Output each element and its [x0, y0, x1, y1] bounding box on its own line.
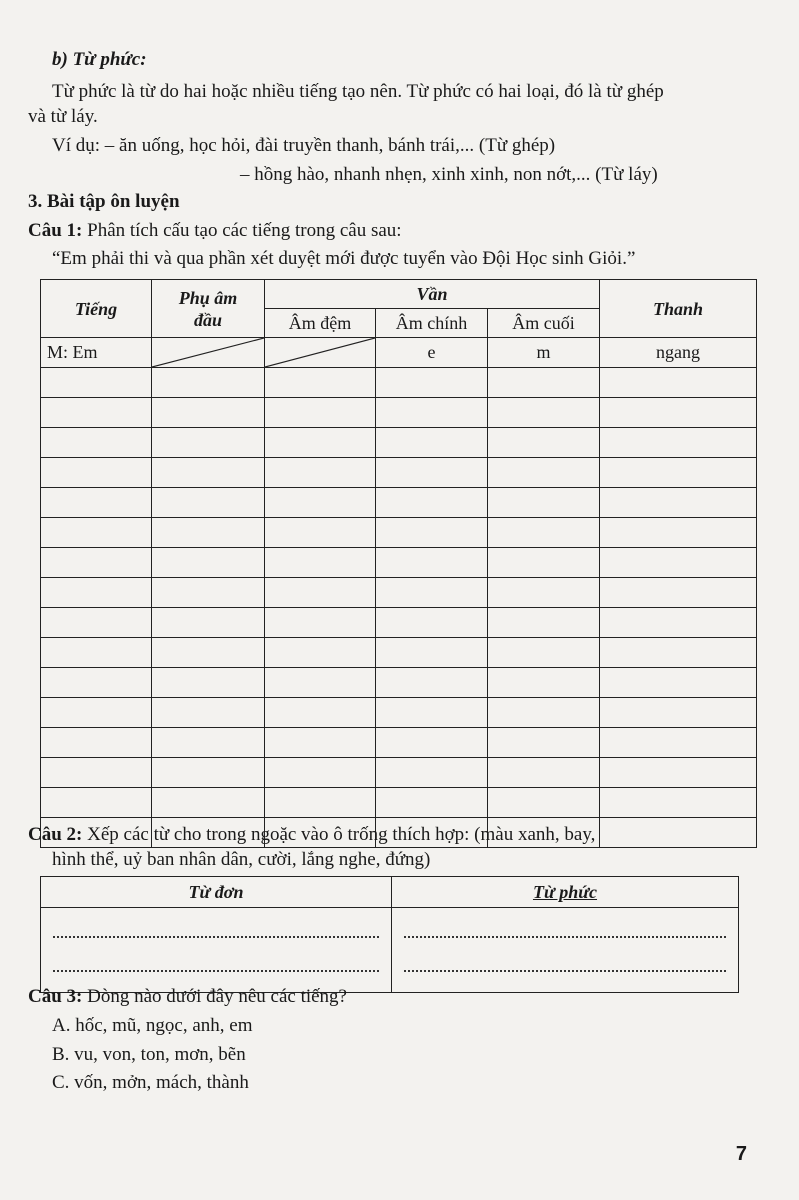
- example-row: [41, 338, 757, 368]
- example-thanh: ngang: [600, 338, 757, 368]
- table-row: [41, 788, 757, 818]
- question-2-text-line2: hình thể, uỷ ban nhân dân, cười, lắng nghe, đứng): [52, 849, 431, 870]
- example-tieng: M: Em: [41, 338, 152, 368]
- table-row: [41, 668, 757, 698]
- section-b-example-line1: Ví dụ: – ăn uống, học hỏi, đài truyền thanh, bánh trái,... (Từ ghép): [52, 135, 556, 156]
- question-1-quote: “Em phải thi và qua phần xét duyệt mới được tuyển vào Đội Học sinh Giỏi.”: [52, 248, 636, 269]
- syllable-analysis-table: [40, 279, 757, 848]
- header-tu-don: Từ đơn: [41, 877, 392, 908]
- example-phu-am-dau-empty: [152, 338, 265, 368]
- header-thanh: Thanh: [600, 280, 757, 338]
- table-row: [41, 548, 757, 578]
- question-3-option-b: B. vu, von, ton, mơn, bẽn: [52, 1044, 246, 1065]
- question-3-text: Dòng nào dưới đây nêu các tiếng?: [82, 986, 347, 1007]
- section-b-example-line2: – hồng hào, nhanh nhẹn, xinh xinh, non nớt,... (Từ láy): [240, 164, 658, 185]
- question-1-text: Phân tích cấu tạo các tiếng trong câu sau:: [82, 220, 402, 241]
- table-row: [41, 398, 757, 428]
- question-3-option-a: A. hốc, mũ, ngọc, anh, em: [52, 1015, 253, 1036]
- table-row: [41, 758, 757, 788]
- table-row: [41, 428, 757, 458]
- question-1: [28, 219, 402, 243]
- section3-heading: 3. Bài tập ôn luyện: [28, 191, 180, 212]
- table-row: [41, 608, 757, 638]
- section-b-heading: b) Từ phức:: [52, 49, 147, 70]
- question-1-label: Câu 1:: [28, 220, 83, 241]
- question-3-option-c: C. vốn, mởn, mách, thành: [52, 1072, 249, 1093]
- question-3: [28, 985, 347, 1009]
- table-row: [41, 488, 757, 518]
- question-2-line1: [28, 823, 595, 847]
- header-tieng: Tiếng: [41, 280, 152, 338]
- example-am-chinh: e: [376, 338, 488, 368]
- section-b-paragraph-line2: và từ láy.: [28, 106, 98, 127]
- header-am-chinh: Âm chính: [376, 309, 488, 338]
- header-phu-am-dau: Phụ âm đầu: [152, 280, 265, 338]
- tu-phuc-answer-area[interactable]: [392, 908, 739, 993]
- word-sort-table: [40, 876, 739, 993]
- tu-don-answer-area[interactable]: [41, 908, 392, 993]
- table-row: [41, 698, 757, 728]
- table-row: [41, 728, 757, 758]
- example-am-dem-empty: [265, 338, 376, 368]
- question-2-label: Câu 2:: [28, 824, 83, 845]
- header-am-cuoi: Âm cuối: [488, 309, 600, 338]
- section-b-paragraph-line1: Từ phức là từ do hai hoặc nhiều tiếng tạo nên. Từ phức có hai loại, đó là từ ghép: [52, 81, 664, 102]
- table-row: [41, 458, 757, 488]
- table-row: [41, 578, 757, 608]
- table-row: [41, 518, 757, 548]
- table-row: [41, 368, 757, 398]
- header-am-dem: Âm đệm: [265, 309, 376, 338]
- question-3-label: Câu 3:: [28, 986, 83, 1007]
- question-2-text-line1: Xếp các từ cho trong ngoặc vào ô trống thích hợp: (màu xanh, bay,: [82, 824, 596, 845]
- header-van: Vần: [265, 280, 600, 309]
- example-am-cuoi: m: [488, 338, 600, 368]
- header-tu-phuc: Từ phức: [392, 877, 739, 908]
- page-number: 7: [735, 1143, 747, 1165]
- table-row: [41, 638, 757, 668]
